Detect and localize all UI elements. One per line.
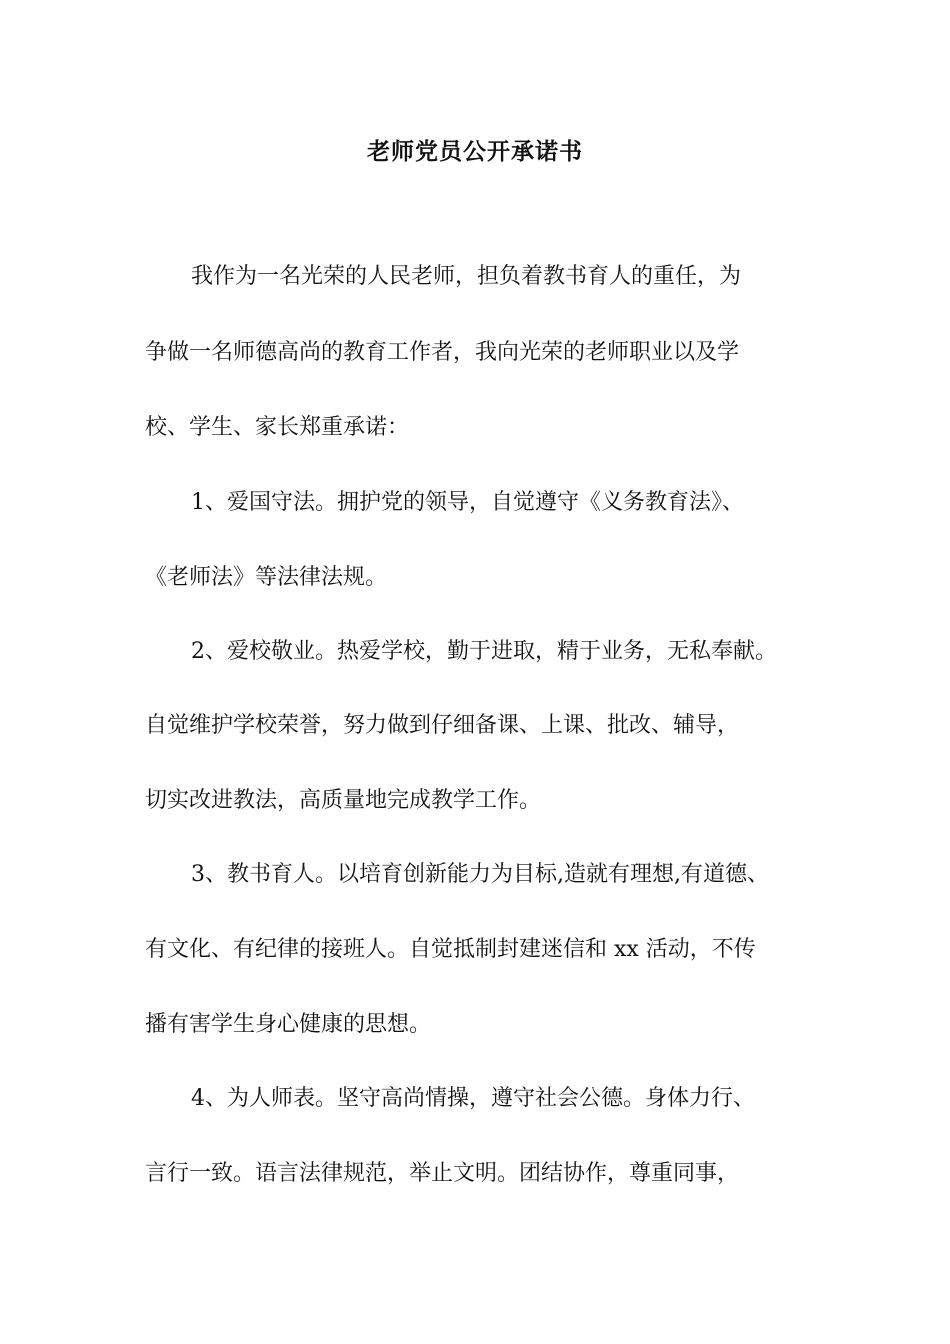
paragraph-line: 自觉维护学校荣誉，努力做到仔细备课、上课、批改、辅导， [145, 713, 740, 738]
paragraph-line: 4、为人师表。坚守高尚情操，遵守社会公德。身体力行、 [191, 1086, 755, 1111]
paragraph-line: 校、学生、家长郑重承诺： [145, 415, 410, 440]
document-title: 老师党员公开承诺书 [367, 139, 583, 165]
paragraph-line: 《老师法》等法律法规。 [145, 565, 388, 590]
paragraph-line: 2、爱校敬业。热爱学校，勤于进取，精于业务，无私奉献。 [191, 639, 777, 664]
paragraph-line: 3、教书育人。以培育创新能力为目标,造就有理想,有道德、 [191, 862, 769, 887]
paragraph-line: 我作为一名光荣的人民老师，担负着教书育人的重任，为 [191, 264, 742, 289]
paragraph-line: 播有害学生身心健康的思想。 [145, 1012, 432, 1037]
paragraph-line: 争做一名师德高尚的教育工作者，我向光荣的老师职业以及学 [145, 340, 740, 365]
paragraph-line: 1、爱国守法。拥护党的领导，自觉遵守《义务教育法》、 [191, 490, 744, 515]
paragraph-line: 有文化、有纪律的接班人。自觉抵制封建迷信和 xx 活动，不传 [145, 937, 756, 962]
paragraph-line: 言行一致。语言法律规范，举止文明。团结协作，尊重同事， [145, 1161, 740, 1186]
paragraph-line: 切实改进教法，高质量地完成教学工作。 [145, 788, 542, 813]
